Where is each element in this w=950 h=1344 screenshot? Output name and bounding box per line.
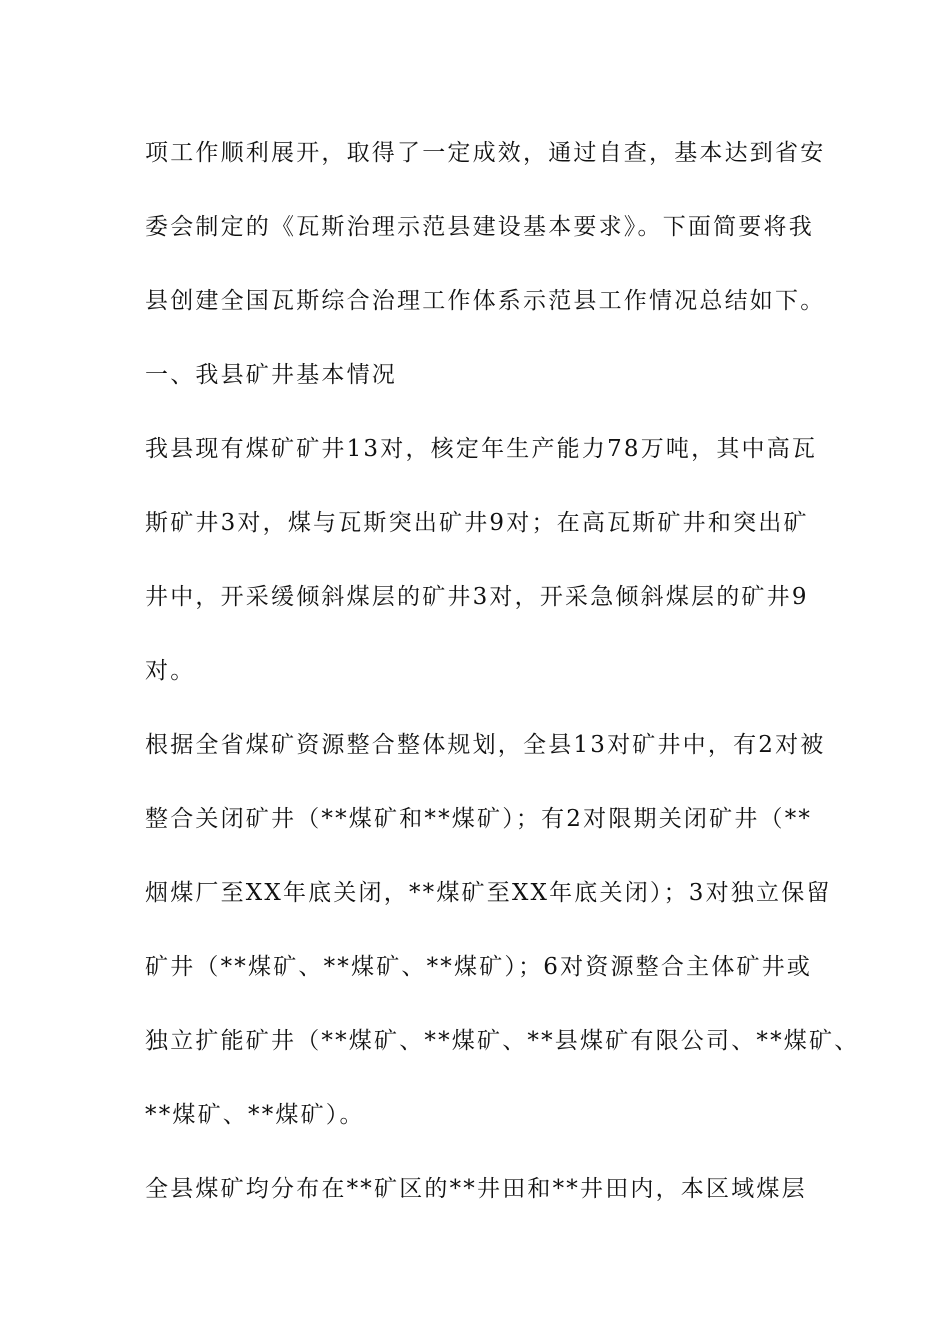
text-line: 根据全省煤矿资源整合整体规划，全县13对矿井中，有2对被 — [145, 732, 826, 758]
document-body — [145, 133, 860, 1243]
text-line: 委会制定的《瓦斯治理示范县建设基本要求》。下面简要将我 — [145, 214, 814, 240]
text-line: 我县现有煤矿矿井13对，核定年生产能力78万吨，其中高瓦 — [145, 436, 818, 462]
text-line: 县创建全国瓦斯综合治理工作体系示范县工作情况总结如下。 — [145, 288, 826, 314]
text-line: 全县煤矿均分布在**矿区的**井田和**井田内，本区域煤层 — [145, 1176, 807, 1202]
text-line: 斯矿井3对，煤与瓦斯突出矿井9对；在高瓦斯矿井和突出矿 — [145, 510, 809, 536]
text-line: 烟煤厂至XX年底关闭，**煤矿至XX年底关闭）；3对独立保留 — [145, 880, 832, 906]
text-line: **煤矿、**煤矿）。 — [145, 1102, 365, 1128]
text-line: 对。 — [145, 658, 196, 684]
text-line: 井中，开采缓倾斜煤层的矿井3对，开采急倾斜煤层的矿井9 — [145, 584, 809, 610]
text-line: 独立扩能矿井（**煤矿、**煤矿、**县煤矿有限公司、**煤矿、 — [145, 1028, 860, 1054]
section-heading: 一、我县矿井基本情况 — [145, 362, 397, 388]
text-line: 整合关闭矿井（**煤矿和**煤矿）；有2对限期关闭矿井（** — [145, 806, 813, 832]
text-line: 项工作顺利展开，取得了一定成效，通过自查，基本达到省安 — [145, 140, 826, 166]
text-line: 矿井（**煤矿、**煤矿、**煤矿）；6对资源整合主体矿井或 — [145, 954, 813, 980]
